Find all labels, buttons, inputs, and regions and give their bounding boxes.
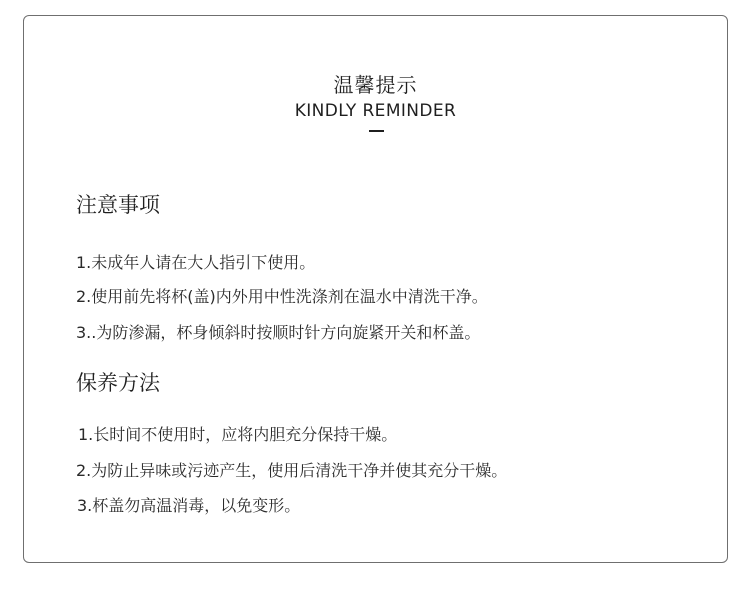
title-chinese: 温馨提示 (333, 73, 418, 97)
title-divider (369, 130, 384, 132)
notes-item-2: 2.使用前先将杯(盖)内外用中性洗涤剂在温水中清洗干净。 (76, 287, 488, 306)
notes-section (76, 192, 696, 342)
care-section-title: 保养方法 (76, 371, 160, 395)
care-item-2: 2.为防止异味或污迹产生，使用后清洗干净并使其充分干燥。 (76, 461, 508, 480)
notes-item-3: 3..为防渗漏，杯身倾斜时按顺时针方向旋紧开关和杯盖。 (76, 323, 481, 342)
notes-item-1: 1.未成年人请在大人指引下使用。 (76, 253, 316, 272)
notes-section-title: 注意事项 (76, 193, 160, 217)
care-item-3: 3.杯盖勿高温消毒，以免变形。 (77, 496, 301, 515)
care-item-1: 1.长时间不使用时，应将内胆充分保持干燥。 (78, 425, 398, 444)
care-section (76, 370, 696, 515)
title-english: KINDLY REMINDER (294, 101, 457, 121)
reminder-card (23, 15, 728, 563)
